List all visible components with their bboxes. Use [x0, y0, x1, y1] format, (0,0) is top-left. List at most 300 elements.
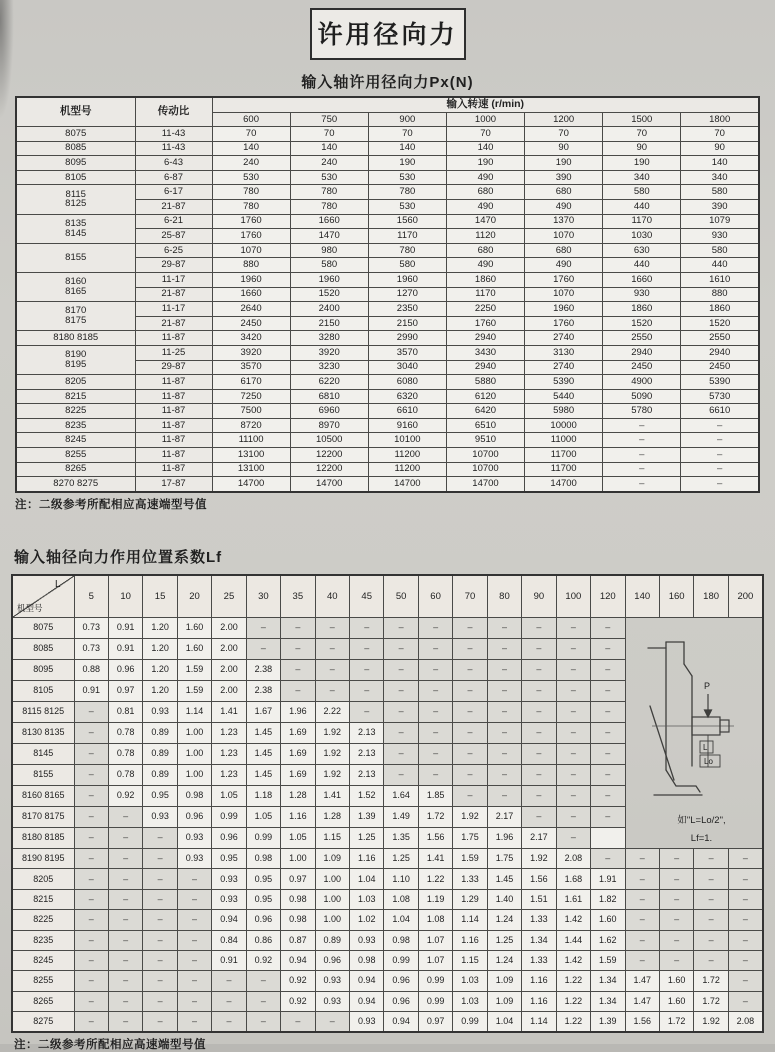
lf-value-cell: 1.62: [591, 930, 625, 950]
px-value-cell: 1960: [212, 272, 290, 287]
lf-header-l-value: 200: [728, 575, 763, 618]
px-table-row: [16, 243, 759, 258]
px-value-cell: 5780: [603, 404, 681, 419]
px-value-cell: 3280: [290, 331, 368, 346]
px-table-row: [16, 375, 759, 390]
px-value-cell: 9160: [368, 418, 446, 433]
px-value-cell: 90: [603, 141, 681, 156]
px-value-cell: 90: [681, 141, 759, 156]
table1-title: 输入轴许用径向力Px(N): [301, 74, 474, 91]
lf-value-cell: 1.25: [384, 848, 418, 868]
lf-value-cell: –: [384, 638, 418, 659]
px-value-cell: 1470: [446, 214, 524, 229]
lf-value-cell: 1.92: [522, 848, 556, 868]
lf-value-cell: –: [143, 991, 177, 1011]
lf-value-cell: 0.94: [350, 991, 384, 1011]
px-table-row: [16, 127, 759, 142]
px-value-cell: –: [681, 477, 759, 492]
lf-value-cell: –: [728, 869, 763, 889]
lf-value-cell: –: [418, 722, 452, 743]
lf-value-cell: –: [522, 722, 556, 743]
lf-value-cell: 1.45: [487, 869, 521, 889]
lf-value-cell: 1.03: [453, 971, 487, 991]
px-value-cell: 10700: [446, 462, 524, 477]
lf-value-cell: 1.16: [522, 991, 556, 1011]
px-value-cell: 440: [681, 258, 759, 273]
lf-value-cell: 1.14: [522, 1012, 556, 1033]
lf-value-cell: 1.23: [212, 764, 246, 785]
px-value-cell: 2150: [368, 316, 446, 331]
lf-value-cell: 1.07: [418, 950, 452, 970]
px-value-cell: 3230: [290, 360, 368, 375]
lf-value-cell: 1.69: [281, 722, 315, 743]
lf-value-cell: 1.05: [281, 827, 315, 848]
lf-value-cell: 0.92: [246, 950, 280, 970]
lf-value-cell: –: [384, 617, 418, 638]
px-header-speed: 1800: [681, 113, 759, 127]
lf-value-cell: 0.99: [212, 806, 246, 827]
px-table-row: [16, 302, 759, 317]
lf-value-cell: 1.64: [384, 785, 418, 806]
px-value-cell: 5390: [525, 375, 603, 390]
lf-value-cell: 0.95: [246, 869, 280, 889]
px-value-cell: 190: [525, 156, 603, 171]
model-cell: 8270 8275: [16, 477, 135, 492]
ratio-cell: 11-87: [135, 404, 212, 419]
lf-value-cell: –: [177, 971, 211, 991]
lf-value-cell: –: [556, 638, 590, 659]
lf-value-cell: –: [350, 659, 384, 680]
px-value-cell: 140: [681, 156, 759, 171]
lf-value-cell: 0.92: [108, 785, 142, 806]
lf-value-cell: 1.07: [418, 930, 452, 950]
px-value-cell: 440: [603, 199, 681, 214]
lf-value-cell: –: [591, 806, 625, 827]
lf-value-cell: –: [74, 827, 108, 848]
lf-value-cell: 1.60: [177, 617, 211, 638]
lf-value-cell: –: [143, 971, 177, 991]
px-value-cell: 880: [212, 258, 290, 273]
px-value-cell: 14700: [368, 477, 446, 492]
px-value-cell: 240: [290, 156, 368, 171]
lf-value-cell: –: [522, 659, 556, 680]
lf-value-cell: –: [487, 680, 521, 701]
lf-header-l-value: 140: [625, 575, 659, 618]
lf-value-cell: –: [522, 743, 556, 764]
lf-value-cell: –: [487, 659, 521, 680]
px-value-cell: 3130: [525, 345, 603, 360]
ratio-cell: 6-21: [135, 214, 212, 229]
lf-value-cell: –: [659, 930, 693, 950]
px-value-cell: 190: [368, 156, 446, 171]
lf-value-cell: –: [143, 910, 177, 930]
lf-value-cell: 1.92: [315, 722, 349, 743]
lf-table: [11, 574, 764, 1034]
lf-header-l-value: 25: [212, 575, 246, 618]
px-value-cell: 3040: [368, 360, 446, 375]
px-value-cell: 1070: [212, 243, 290, 258]
px-value-cell: 580: [603, 185, 681, 200]
lf-value-cell: 0.93: [143, 701, 177, 722]
px-value-cell: 6610: [681, 404, 759, 419]
lf-value-cell: –: [487, 638, 521, 659]
lf-value-cell: –: [591, 701, 625, 722]
lf-value-cell: –: [487, 785, 521, 806]
px-table: [15, 96, 760, 493]
lf-table-body: [12, 617, 763, 1032]
lf-value-cell: 1.60: [659, 991, 693, 1011]
px-value-cell: 1660: [603, 272, 681, 287]
lf-value-cell: –: [143, 930, 177, 950]
px-table-row: [16, 433, 759, 448]
lf-value-cell: 1.20: [143, 659, 177, 680]
lf-value-cell: –: [74, 701, 108, 722]
px-table-row: [16, 331, 759, 346]
ratio-cell: 21-87: [135, 199, 212, 214]
ratio-cell: 21-87: [135, 316, 212, 331]
lf-value-cell: 0.92: [281, 991, 315, 1011]
lf-header-l-value: 180: [694, 575, 728, 618]
lf-value-cell: –: [350, 638, 384, 659]
lf-value-cell: –: [556, 659, 590, 680]
lf-table-row: [12, 889, 763, 909]
lf-header-l-value: 20: [177, 575, 211, 618]
px-value-cell: 1760: [212, 229, 290, 244]
lf-value-cell: 1.69: [281, 764, 315, 785]
model-cell: 8235: [16, 418, 135, 433]
lf-value-cell: –: [625, 889, 659, 909]
lf-value-cell: 1.08: [384, 889, 418, 909]
lf-value-cell: –: [418, 680, 452, 701]
px-value-cell: 90: [525, 141, 603, 156]
px-value-cell: 11700: [525, 462, 603, 477]
lf-value-cell: 0.93: [177, 848, 211, 868]
lf-value-cell: 0.78: [108, 722, 142, 743]
lf-value-cell: 1.68: [556, 869, 590, 889]
ratio-cell: 6-25: [135, 243, 212, 258]
px-value-cell: 11100: [212, 433, 290, 448]
px-value-cell: 140: [290, 141, 368, 156]
px-value-cell: 2550: [603, 331, 681, 346]
px-header-speed: 1000: [446, 113, 524, 127]
model-cell: 8170 8175: [16, 302, 135, 331]
px-table-row: [16, 404, 759, 419]
model-cell: 8255: [16, 448, 135, 463]
lf-value-cell: –: [143, 848, 177, 868]
px-value-cell: –: [603, 462, 681, 477]
ratio-cell: 11-17: [135, 272, 212, 287]
px-value-cell: 1030: [603, 229, 681, 244]
lf-value-cell: 1.22: [418, 869, 452, 889]
px-value-cell: 2740: [525, 331, 603, 346]
lf-value-cell: 1.24: [487, 910, 521, 930]
lf-value-cell: –: [177, 991, 211, 1011]
lf-value-cell: 2.13: [350, 764, 384, 785]
px-value-cell: –: [681, 448, 759, 463]
model-cell: 8085: [12, 638, 74, 659]
px-value-cell: 70: [290, 127, 368, 142]
diagram-caption-line2: Lf=1.: [690, 832, 713, 844]
px-value-cell: 70: [212, 127, 290, 142]
px-header-ratio: 传动比: [135, 97, 212, 127]
lf-value-cell: –: [177, 1012, 211, 1033]
px-table-row: [16, 156, 759, 171]
lf-value-cell: –: [694, 889, 728, 909]
lf-value-cell: 0.96: [212, 827, 246, 848]
px-value-cell: 10100: [368, 433, 446, 448]
lf-value-cell: –: [74, 743, 108, 764]
px-value-cell: 1760: [212, 214, 290, 229]
lf-value-cell: 1.20: [143, 638, 177, 659]
lf-value-cell: 1.59: [177, 659, 211, 680]
diagram-caption-line1: 如"L=Lo/2",: [677, 814, 726, 826]
lf-value-cell: 2.00: [212, 659, 246, 680]
lf-value-cell: 1.40: [487, 889, 521, 909]
lf-corner-label-l: L: [54, 578, 61, 590]
px-value-cell: 580: [290, 258, 368, 273]
lf-value-cell: –: [74, 930, 108, 950]
lf-value-cell: –: [281, 1012, 315, 1033]
lf-value-cell: 0.99: [384, 950, 418, 970]
lf-value-cell: 0.94: [384, 1012, 418, 1033]
lf-value-cell: 1.41: [418, 848, 452, 868]
lf-header-l-value: 45: [350, 575, 384, 618]
px-value-cell: 6080: [368, 375, 446, 390]
lf-value-cell: –: [487, 617, 521, 638]
lf-value-cell: 1.59: [453, 848, 487, 868]
px-table-row: [16, 448, 759, 463]
lf-value-cell: 1.42: [556, 950, 590, 970]
lf-value-cell: 1.00: [177, 743, 211, 764]
lf-value-cell: –: [418, 659, 452, 680]
lf-value-cell: 0.99: [418, 971, 452, 991]
ratio-cell: 21-87: [135, 287, 212, 302]
lf-value-cell: 1.96: [487, 827, 521, 848]
lf-value-cell: 1.34: [591, 991, 625, 1011]
model-cell: 8245: [16, 433, 135, 448]
model-cell: 8085: [16, 141, 135, 156]
lf-value-cell: 1.35: [384, 827, 418, 848]
lf-value-cell: –: [315, 659, 349, 680]
px-value-cell: 2450: [212, 316, 290, 331]
px-value-cell: 780: [212, 185, 290, 200]
lf-value-cell: –: [281, 680, 315, 701]
lf-header-l-value: 30: [246, 575, 280, 618]
lf-value-cell: –: [453, 701, 487, 722]
px-value-cell: 6170: [212, 375, 290, 390]
lf-value-cell: –: [728, 991, 763, 1011]
lf-value-cell: –: [522, 638, 556, 659]
px-value-cell: 2940: [446, 331, 524, 346]
lf-value-cell: –: [591, 764, 625, 785]
lf-value-cell: –: [177, 930, 211, 950]
px-value-cell: 3570: [368, 345, 446, 360]
model-cell: 8225: [16, 404, 135, 419]
px-value-cell: 11700: [525, 448, 603, 463]
px-value-cell: 1660: [290, 214, 368, 229]
model-cell: 8075: [12, 617, 74, 638]
px-table-row: [16, 418, 759, 433]
px-value-cell: 3430: [446, 345, 524, 360]
lf-value-cell: –: [74, 848, 108, 868]
px-value-cell: 7500: [212, 404, 290, 419]
lf-value-cell: –: [315, 638, 349, 659]
px-value-cell: 880: [681, 287, 759, 302]
page-title-box: [310, 8, 466, 60]
px-value-cell: 5980: [525, 404, 603, 419]
lf-value-cell: –: [522, 701, 556, 722]
lf-value-cell: 1.00: [315, 910, 349, 930]
lf-value-cell: 0.98: [281, 889, 315, 909]
model-cell: 8105: [12, 680, 74, 701]
lf-value-cell: –: [246, 1012, 280, 1033]
lf-value-cell: –: [556, 617, 590, 638]
ratio-cell: 17-87: [135, 477, 212, 492]
px-value-cell: 2150: [290, 316, 368, 331]
px-header-speed: 750: [290, 113, 368, 127]
lf-value-cell: 1.14: [453, 910, 487, 930]
lf-value-cell: 0.89: [143, 722, 177, 743]
px-value-cell: –: [681, 418, 759, 433]
lf-value-cell: 1.59: [177, 680, 211, 701]
lf-table-row: [12, 910, 763, 930]
lf-value-cell: –: [246, 638, 280, 659]
lf-value-cell: 0.93: [315, 991, 349, 1011]
model-cell: 8115 8125: [12, 701, 74, 722]
lf-value-cell: –: [453, 743, 487, 764]
px-value-cell: 780: [290, 199, 368, 214]
ratio-cell: 11-87: [135, 433, 212, 448]
lf-value-cell: 1.33: [522, 950, 556, 970]
px-value-cell: 2550: [681, 331, 759, 346]
lf-value-cell: 0.84: [212, 930, 246, 950]
lf-value-cell: 0.93: [350, 930, 384, 950]
lf-header-l-value: 160: [659, 575, 693, 618]
lf-table-row: [12, 930, 763, 950]
lf-value-cell: –: [418, 617, 452, 638]
ratio-cell: 25-87: [135, 229, 212, 244]
model-cell: 8275: [12, 1012, 74, 1033]
lf-value-cell: 0.89: [315, 930, 349, 950]
px-value-cell: 1170: [446, 287, 524, 302]
lf-value-cell: 0.93: [350, 1012, 384, 1033]
px-value-cell: 490: [525, 199, 603, 214]
px-value-cell: 490: [446, 199, 524, 214]
lf-value-cell: 1.44: [556, 930, 590, 950]
px-value-cell: 3920: [290, 345, 368, 360]
lf-value-cell: 0.96: [384, 971, 418, 991]
lf-value-cell: 1.03: [453, 991, 487, 1011]
lf-value-cell: 0.93: [177, 827, 211, 848]
lf-value-cell: –: [591, 617, 625, 638]
lf-value-cell: –: [108, 1012, 142, 1033]
lf-value-cell: –: [315, 1012, 349, 1033]
px-header-model: 机型号: [16, 97, 135, 127]
lf-value-cell: –: [384, 722, 418, 743]
lf-value-cell: 2.13: [350, 722, 384, 743]
model-cell: 8215: [16, 389, 135, 404]
lf-value-cell: 1.69: [281, 743, 315, 764]
px-value-cell: 780: [290, 185, 368, 200]
lf-value-cell: 0.94: [350, 971, 384, 991]
lf-value-cell: 0.96: [246, 910, 280, 930]
px-table-row: [16, 345, 759, 360]
px-table-row: [16, 185, 759, 200]
lf-value-cell: 0.93: [315, 971, 349, 991]
lf-value-cell: –: [108, 889, 142, 909]
lf-value-cell: 1.82: [591, 889, 625, 909]
table2-title: 输入轴径向力作用位置系数Lf: [14, 548, 223, 566]
lf-value-cell: 1.56: [625, 1012, 659, 1033]
ratio-cell: 11-43: [135, 141, 212, 156]
ratio-cell: 11-87: [135, 375, 212, 390]
lf-value-cell: –: [522, 617, 556, 638]
px-value-cell: 1070: [525, 287, 603, 302]
lf-value-cell: 1.59: [591, 950, 625, 970]
lf-value-cell: –: [74, 889, 108, 909]
diagram-label-l: L: [702, 742, 707, 752]
lf-value-cell: –: [108, 991, 142, 1011]
model-cell: 8160 8165: [16, 272, 135, 301]
px-value-cell: 1560: [368, 214, 446, 229]
lf-value-cell: –: [591, 785, 625, 806]
lf-value-cell: 1.51: [522, 889, 556, 909]
px-value-cell: 140: [368, 141, 446, 156]
lf-table-row: [12, 991, 763, 1011]
lf-value-cell: –: [418, 638, 452, 659]
lf-value-cell: –: [625, 910, 659, 930]
px-value-cell: 1170: [368, 229, 446, 244]
model-cell: 8155: [12, 764, 74, 785]
px-value-cell: 10000: [525, 418, 603, 433]
lf-value-cell: 0.93: [143, 806, 177, 827]
px-value-cell: 1760: [525, 316, 603, 331]
lf-value-cell: 1.42: [556, 910, 590, 930]
lf-value-cell: 1.28: [315, 806, 349, 827]
ratio-cell: 6-43: [135, 156, 212, 171]
px-header-speed: 900: [368, 113, 446, 127]
ratio-cell: 11-87: [135, 389, 212, 404]
lf-value-cell: –: [74, 869, 108, 889]
lf-value-cell: 0.95: [212, 848, 246, 868]
diagram-caption: [642, 812, 762, 848]
px-value-cell: 7250: [212, 389, 290, 404]
px-value-cell: 1120: [446, 229, 524, 244]
lf-value-cell: –: [74, 1012, 108, 1033]
px-value-cell: 530: [290, 170, 368, 185]
lf-value-cell: 1.29: [453, 889, 487, 909]
lf-value-cell: –: [108, 806, 142, 827]
lf-value-cell: 1.67: [246, 701, 280, 722]
lf-value-cell: –: [556, 806, 590, 827]
model-cell: 8145: [12, 743, 74, 764]
lf-value-cell: –: [74, 764, 108, 785]
px-value-cell: 440: [603, 258, 681, 273]
px-value-cell: 9510: [446, 433, 524, 448]
lf-value-cell: –: [108, 950, 142, 970]
px-value-cell: 70: [525, 127, 603, 142]
px-value-cell: 1170: [603, 214, 681, 229]
ratio-cell: 11-87: [135, 418, 212, 433]
px-value-cell: 3570: [212, 360, 290, 375]
lf-value-cell: –: [487, 701, 521, 722]
lf-value-cell: –: [694, 930, 728, 950]
px-value-cell: 1370: [525, 214, 603, 229]
model-cell: 8095: [12, 659, 74, 680]
lf-value-cell: 1.05: [246, 806, 280, 827]
model-cell: 8235: [12, 930, 74, 950]
px-header-speed: 1500: [603, 113, 681, 127]
